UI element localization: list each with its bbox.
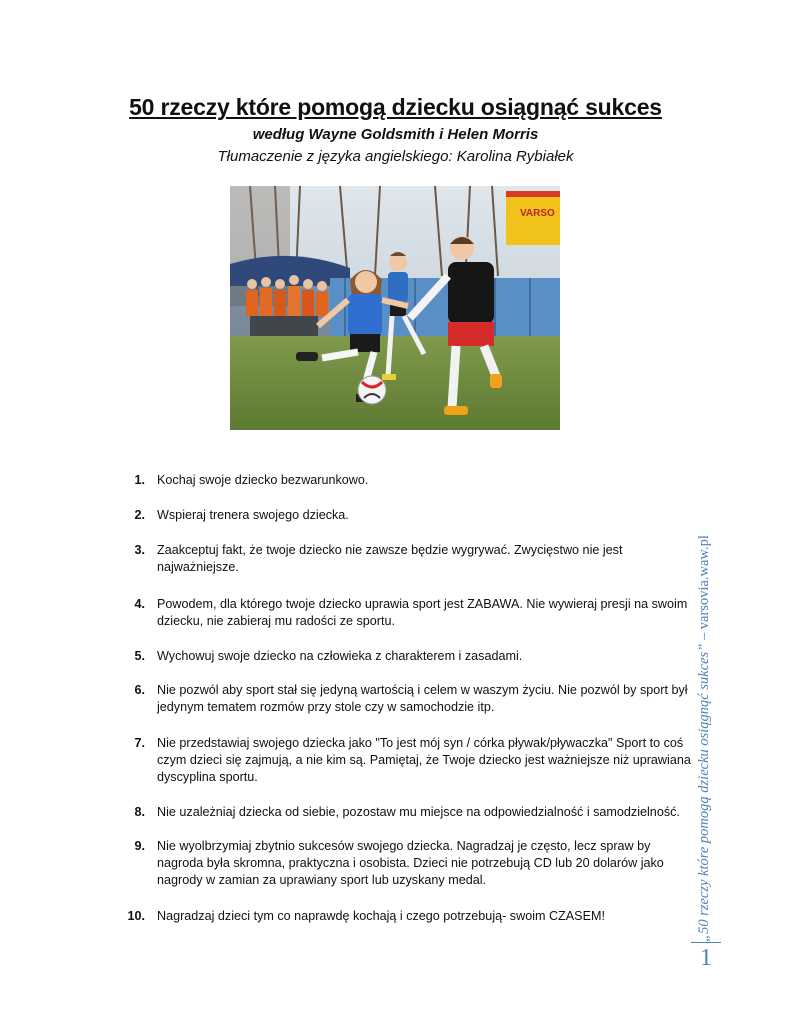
authors-line: według Wayne Goldsmith i Helen Morris <box>252 126 539 143</box>
list-item-text: Nagradzaj dzieci tym co naprawdę kochają i czego potrzebują- swoim CZASEM! <box>157 909 605 923</box>
document-title: 50 rzeczy które pomogą dziecku osiągnąć sukces <box>129 94 662 120</box>
list-item-number: 1. <box>134 473 145 487</box>
football <box>358 376 386 404</box>
list-item-text: Nie przedstawiaj swojego dziecka jako "To jest mój syn / córka pływak/pływaczka" Sport to coś czym dzieci się zajmują, a nie kim są. Pamiętaj, że Twoje dziecko jest ważniejsze niż uprawiana dyscyplina sportu. <box>157 736 691 784</box>
side-footer-title: „50 rzeczy które pomogą dziecku osiągnąć sukces” <box>696 643 712 942</box>
list-item-text: Zaakceptuj fakt, że twoje dziecko nie zawsze będzie wygrywać. Zwycięstwo nie jest najważniejsze. <box>157 543 623 574</box>
list-item-number: 10. <box>127 909 145 923</box>
list-item-text: Kochaj swoje dziecko bezwarunkowo. <box>157 473 369 487</box>
list-item-number: 4. <box>134 597 145 611</box>
side-footer-text <box>696 535 713 942</box>
list-item-number: 5. <box>134 649 145 663</box>
list-item-text: Powodem, dla którego twoje dziecko uprawia sport jest ZABAWA. Nie wywieraj presji na swoim dziecku, nie zabieraj mu radości ze sportu. <box>157 597 688 628</box>
side-footer-site: – varsovia.waw.pl <box>696 535 712 644</box>
list-item-text: Wspieraj trenera swojego dziecka. <box>157 508 349 522</box>
list-item-number: 9. <box>134 839 145 853</box>
list-item-text: Wychowuj swoje dziecko na człowieka z charakterem i zasadami. <box>157 649 523 663</box>
list-item-text: Nie uzależniaj dziecka od siebie, pozostaw mu miejsce na odpowiedzialność i samodzielność. <box>157 805 680 819</box>
pitch <box>230 336 560 430</box>
page-number-rule <box>691 942 721 943</box>
list-item-number: 6. <box>134 683 145 697</box>
list-item-number: 8. <box>134 805 145 819</box>
football-kids-photo <box>230 186 560 430</box>
list-item-number: 7. <box>134 736 145 750</box>
list-item-text: Nie wyolbrzymiaj zbytnio sukcesów swojego dziecka. Nagradzaj je często, lecz spraw by nagroda była skromna, praktyczna i osobista. Dzieci nie potrzebują CD lub 20 dolarów jako nagrody w zamian za uprawiany sport lub uzyskany medal. <box>157 839 664 887</box>
translator-line: Tłumaczenie z języka angielskiego: Karolina Rybiałek <box>217 148 574 165</box>
list-item-text: Nie pozwól aby sport stał się jedyną wartością i celem w waszym życiu. Nie pozwól by sport był jedynym tematem rozmów przy stole czy w samochodzie itp. <box>157 683 688 714</box>
page-number: 1 <box>700 945 712 971</box>
sponsor-banner-text: VARSO <box>520 208 555 219</box>
list-item-number: 2. <box>134 508 145 522</box>
list-item-number: 3. <box>134 543 145 557</box>
